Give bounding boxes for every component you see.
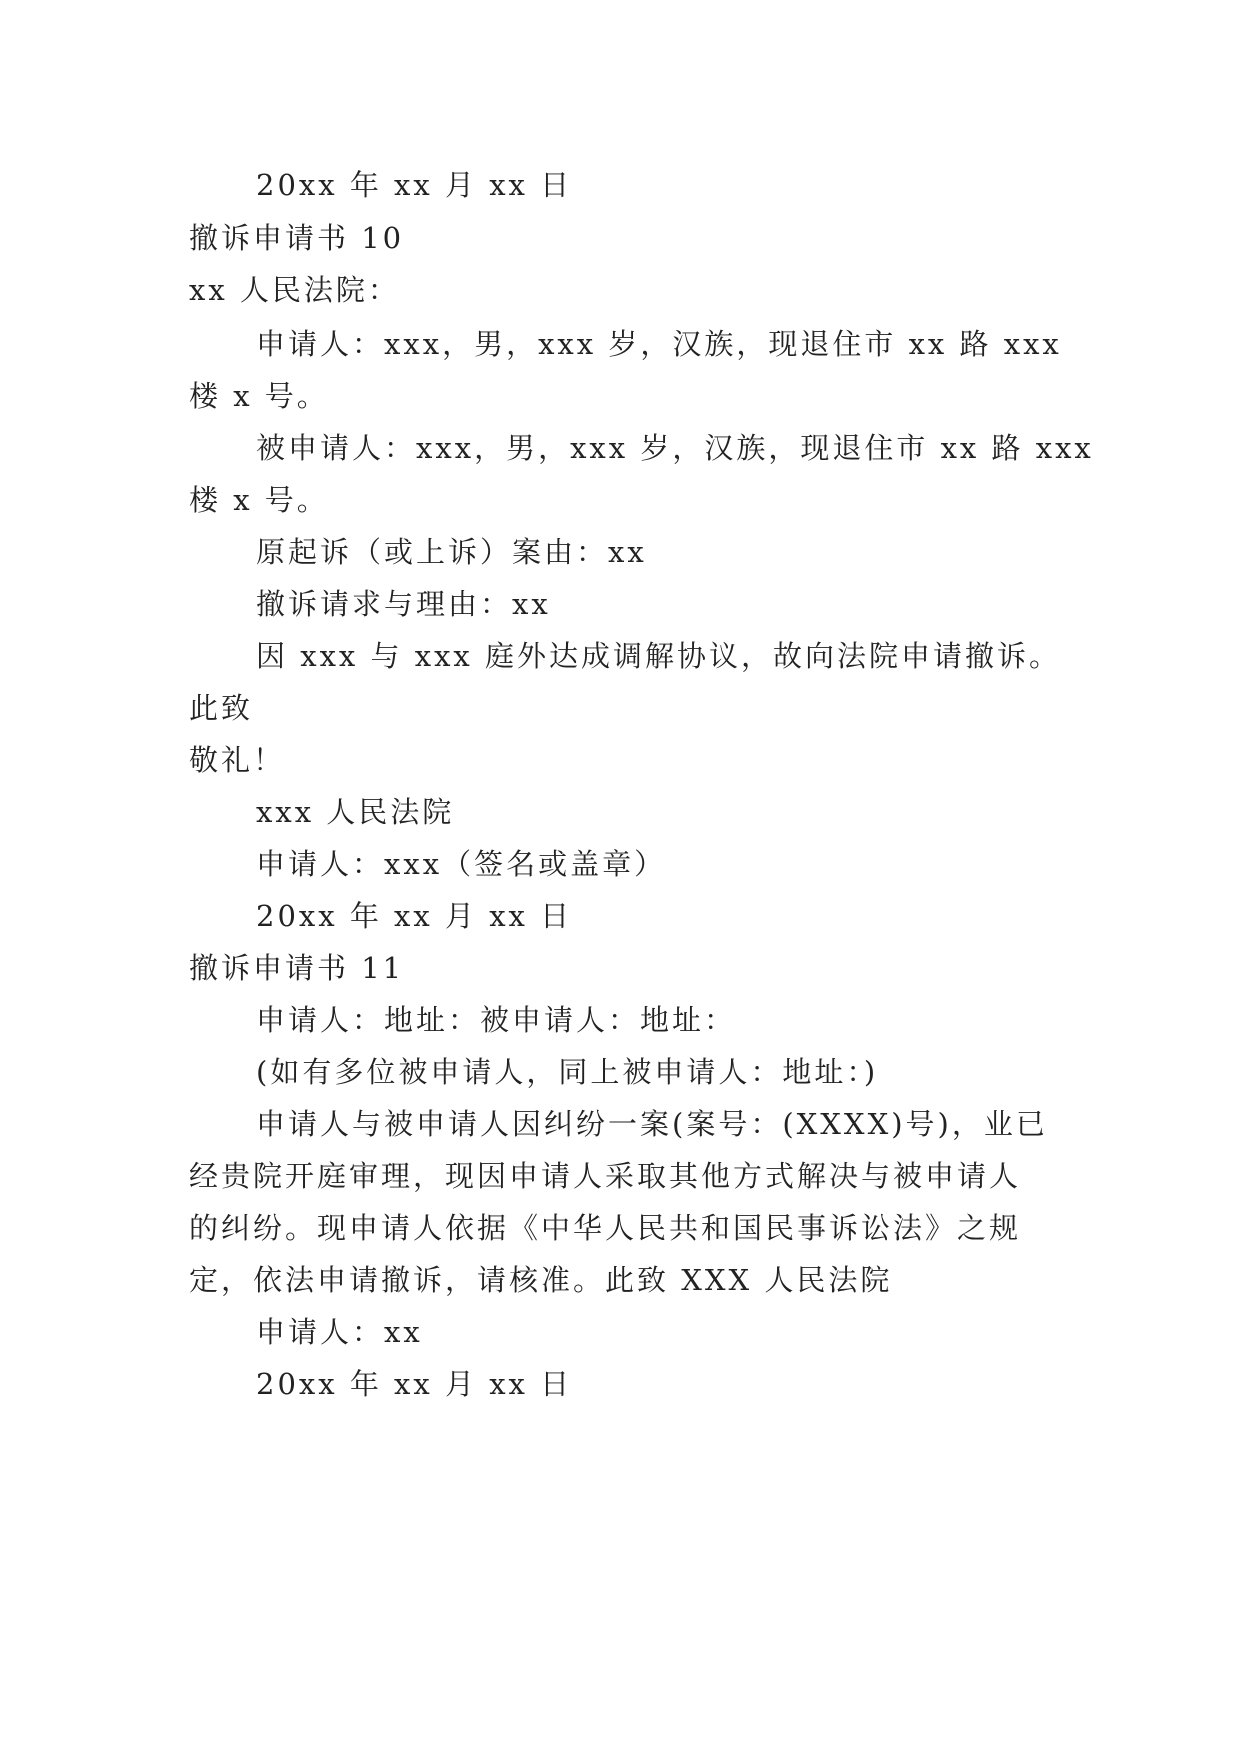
applicant-address-cont: 楼 x 号。 bbox=[189, 379, 329, 413]
applicant-signature-line: 申请人：xx bbox=[256, 1315, 423, 1349]
respondent-address-cont: 楼 x 号。 bbox=[189, 483, 329, 517]
date-line: 20xx 年 xx 月 xx 日 bbox=[256, 899, 573, 933]
date-line: 20xx 年 xx 月 xx 日 bbox=[256, 168, 573, 202]
closing-salutation: 此致 bbox=[189, 691, 254, 725]
body-paragraph-line: 申请人与被申请人因纠纷一案(案号：(XXXX)号)，业已 bbox=[256, 1107, 1048, 1141]
court-addressee: xx 人民法院： bbox=[189, 273, 400, 307]
body-paragraph-line: 定，依法申请撤诉，请核准。此致 XXX 人民法院 bbox=[189, 1263, 893, 1297]
court-name-line: xxx 人民法院 bbox=[256, 795, 455, 829]
respondent-line: 被申请人：xxx，男，xxx 岁，汉族，现退住市 xx 路 xxx bbox=[256, 431, 1094, 465]
applicant-line: 申请人：xxx，男，xxx 岁，汉族，现退住市 xx 路 xxx bbox=[256, 327, 1062, 361]
body-paragraph-line: 经贵院开庭审理，现因申请人采取其他方式解决与被申请人 bbox=[189, 1159, 1022, 1193]
date-line: 20xx 年 xx 月 xx 日 bbox=[256, 1367, 573, 1401]
reason-body-line: 因 xxx 与 xxx 庭外达成调解协议，故向法院申请撤诉。 bbox=[256, 639, 1062, 673]
case-cause-line: 原起诉（或上诉）案由：xx bbox=[256, 535, 647, 569]
closing-regards: 敬礼！ bbox=[189, 743, 286, 777]
request-reason-line: 撤诉请求与理由：xx bbox=[256, 587, 551, 621]
multiple-respondents-note: (如有多位被申请人，同上被申请人：地址：) bbox=[256, 1055, 879, 1089]
parties-address-line: 申请人：地址：被申请人：地址： bbox=[256, 1003, 737, 1037]
document-title: 撤诉申请书 11 bbox=[189, 951, 405, 985]
signature-line: 申请人：xxx（签名或盖章） bbox=[256, 847, 667, 881]
body-paragraph-line: 的纠纷。现申请人依据《中华人民共和国民事诉讼法》之规 bbox=[189, 1211, 1022, 1245]
document-title: 撤诉申请书 10 bbox=[189, 221, 405, 255]
